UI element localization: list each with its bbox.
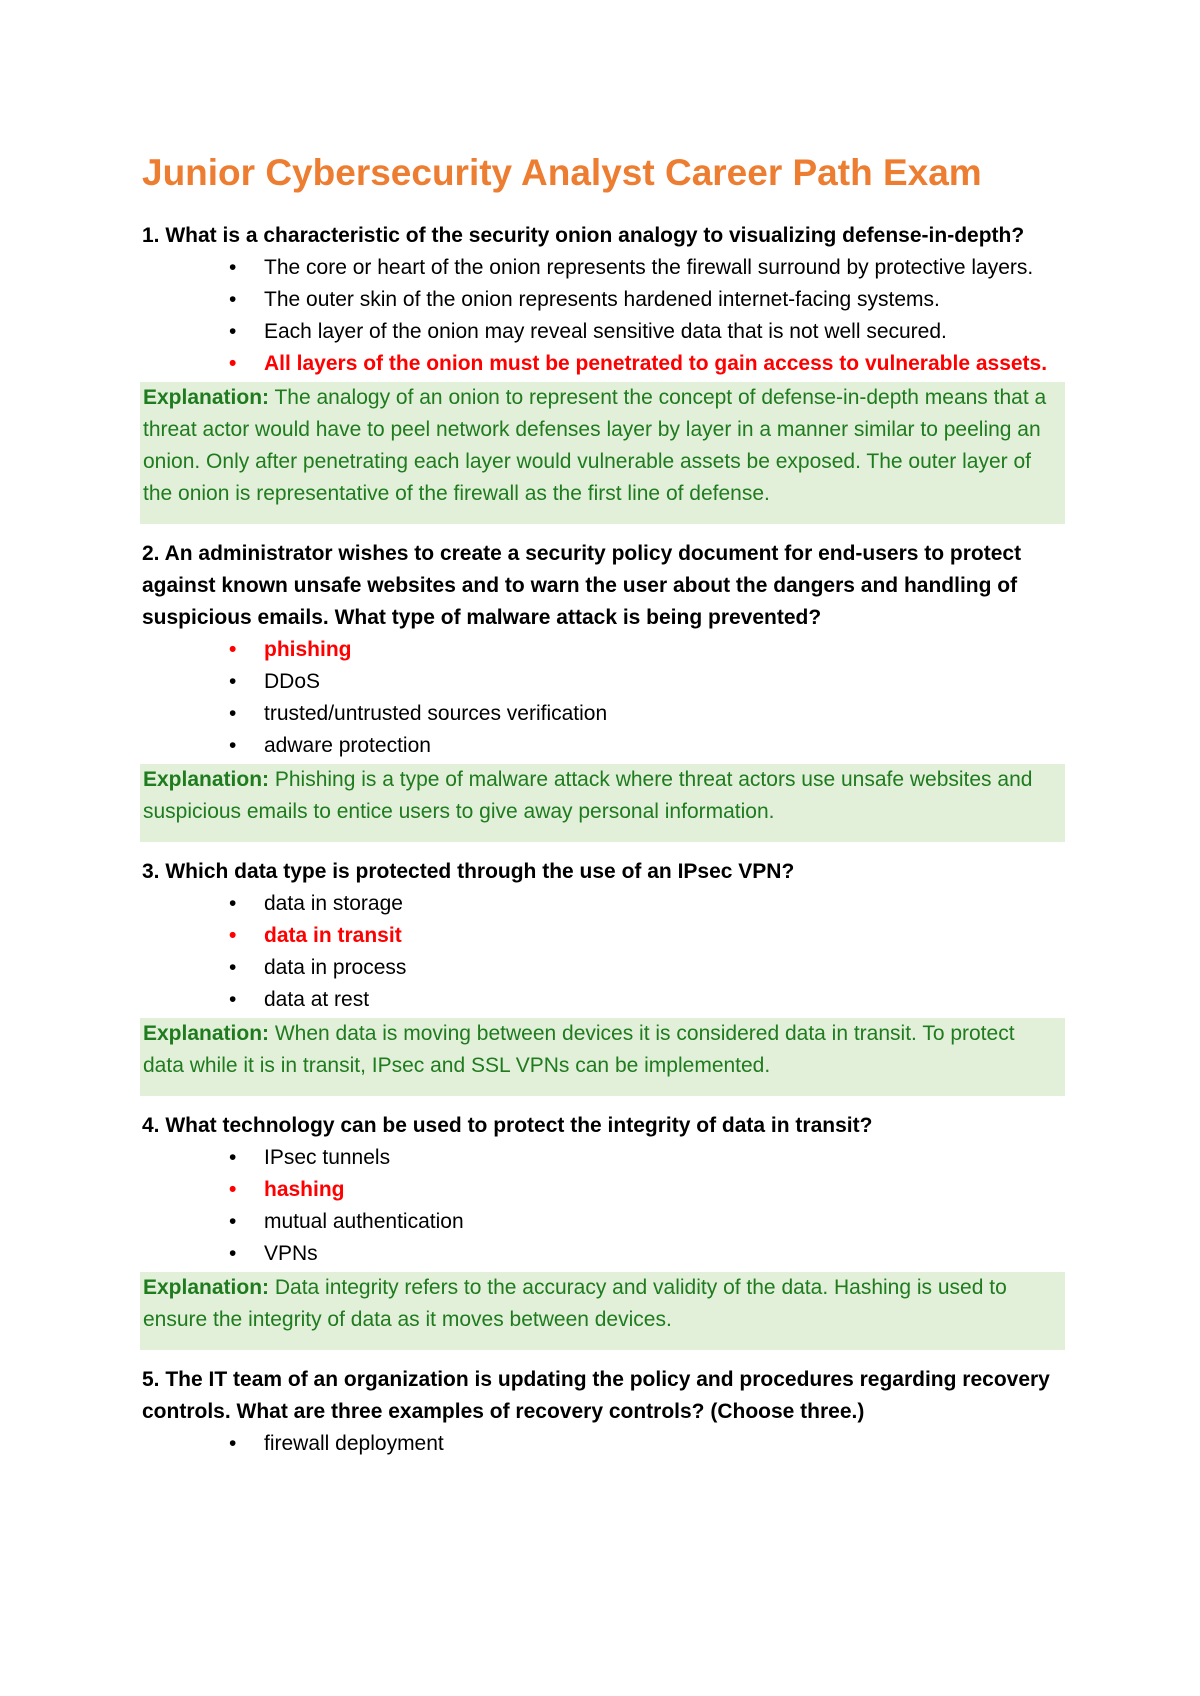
answer-option: • data at rest <box>264 984 1065 1016</box>
question-prompt: What is a characteristic of the security onion analogy to visualizing defense-in-depth? <box>165 224 1025 247</box>
explanation-label: Explanation: <box>143 1022 270 1045</box>
explanation-label: Explanation: <box>143 386 270 409</box>
correct-answer-option: • hashing <box>264 1174 1065 1206</box>
question-block <box>142 1364 1065 1460</box>
question-list <box>142 220 1065 1460</box>
explanation-text: Data integrity refers to the accuracy and validity of the data. Hashing is used to ensure the integrity of data as it moves between devices. <box>143 1276 1007 1331</box>
answer-option: • The core or heart of the onion represents the firewall surround by protective layers. <box>264 252 1065 284</box>
question-text <box>142 1110 1065 1142</box>
correct-answer-option: • phishing <box>264 634 1065 666</box>
question-prompt: Which data type is protected through the use of an IPsec VPN? <box>165 860 795 883</box>
question-number: 2. <box>142 542 160 565</box>
question-text <box>142 856 1065 888</box>
correct-answer-option: • All layers of the onion must be penetrated to gain access to vulnerable assets. <box>264 348 1065 380</box>
explanation-label: Explanation: <box>143 1276 270 1299</box>
explanation-box <box>140 1018 1065 1096</box>
answer-option: • data in storage <box>264 888 1065 920</box>
question-block <box>142 538 1065 842</box>
answer-option: • The outer skin of the onion represents hardened internet-facing systems. <box>264 284 1065 316</box>
explanation-text: Phishing is a type of malware attack where threat actors use unsafe websites and suspicious emails to entice users to give away personal information. <box>143 768 1033 823</box>
question-number: 1. <box>142 224 160 247</box>
question-prompt: What technology can be used to protect the integrity of data in transit? <box>165 1114 873 1137</box>
explanation-box <box>140 764 1065 842</box>
question-text <box>142 1364 1065 1428</box>
question-text <box>142 538 1065 634</box>
answer-option: • adware protection <box>264 730 1065 762</box>
answer-option: • IPsec tunnels <box>264 1142 1065 1174</box>
answer-options <box>142 1428 1065 1460</box>
explanation-text: When data is moving between devices it is considered data in transit. To protect data while it is in transit, IPsec and SSL VPNs can be implemented. <box>143 1022 1015 1077</box>
page-title: Junior Cybersecurity Analyst Career Path Exam <box>142 152 982 193</box>
question-number: 5. <box>142 1368 160 1391</box>
answer-option: • trusted/untrusted sources verification <box>264 698 1065 730</box>
question-prompt: The IT team of an organization is updating the policy and procedures regarding recovery controls. What are three examples of recovery controls? (Choose three.) <box>142 1368 1050 1423</box>
question-text <box>142 220 1065 252</box>
explanation-box <box>140 382 1065 524</box>
answer-options <box>142 888 1065 1016</box>
question-block <box>142 1110 1065 1350</box>
question-number: 3. <box>142 860 160 883</box>
question-number: 4. <box>142 1114 160 1137</box>
explanation-box <box>140 1272 1065 1350</box>
question-block <box>142 856 1065 1096</box>
answer-option: • VPNs <box>264 1238 1065 1270</box>
answer-option: • DDoS <box>264 666 1065 698</box>
question-block <box>142 220 1065 524</box>
question-prompt: An administrator wishes to create a security policy document for end-users to protect against known unsafe websites and to warn the user about the dangers and handling of suspicious emails. What type of malware attack is being prevented? <box>142 542 1022 629</box>
answer-option: • mutual authentication <box>264 1206 1065 1238</box>
answer-options <box>142 1142 1065 1270</box>
answer-option: • Each layer of the onion may reveal sensitive data that is not well secured. <box>264 316 1065 348</box>
answer-options <box>142 252 1065 380</box>
answer-option: • firewall deployment <box>264 1428 1065 1460</box>
explanation-label: Explanation: <box>143 768 270 791</box>
correct-answer-option: • data in transit <box>264 920 1065 952</box>
explanation-text: The analogy of an onion to represent the concept of defense-in-depth means that a threat actor would have to peel network defenses layer by layer in a manner similar to peeling an onion. Only after penetrating each layer would vulnerable assets be exposed. The outer layer of the onion is representative of the firewall as the first line of defense. <box>143 386 1047 505</box>
answer-options <box>142 634 1065 762</box>
answer-option: • data in process <box>264 952 1065 984</box>
